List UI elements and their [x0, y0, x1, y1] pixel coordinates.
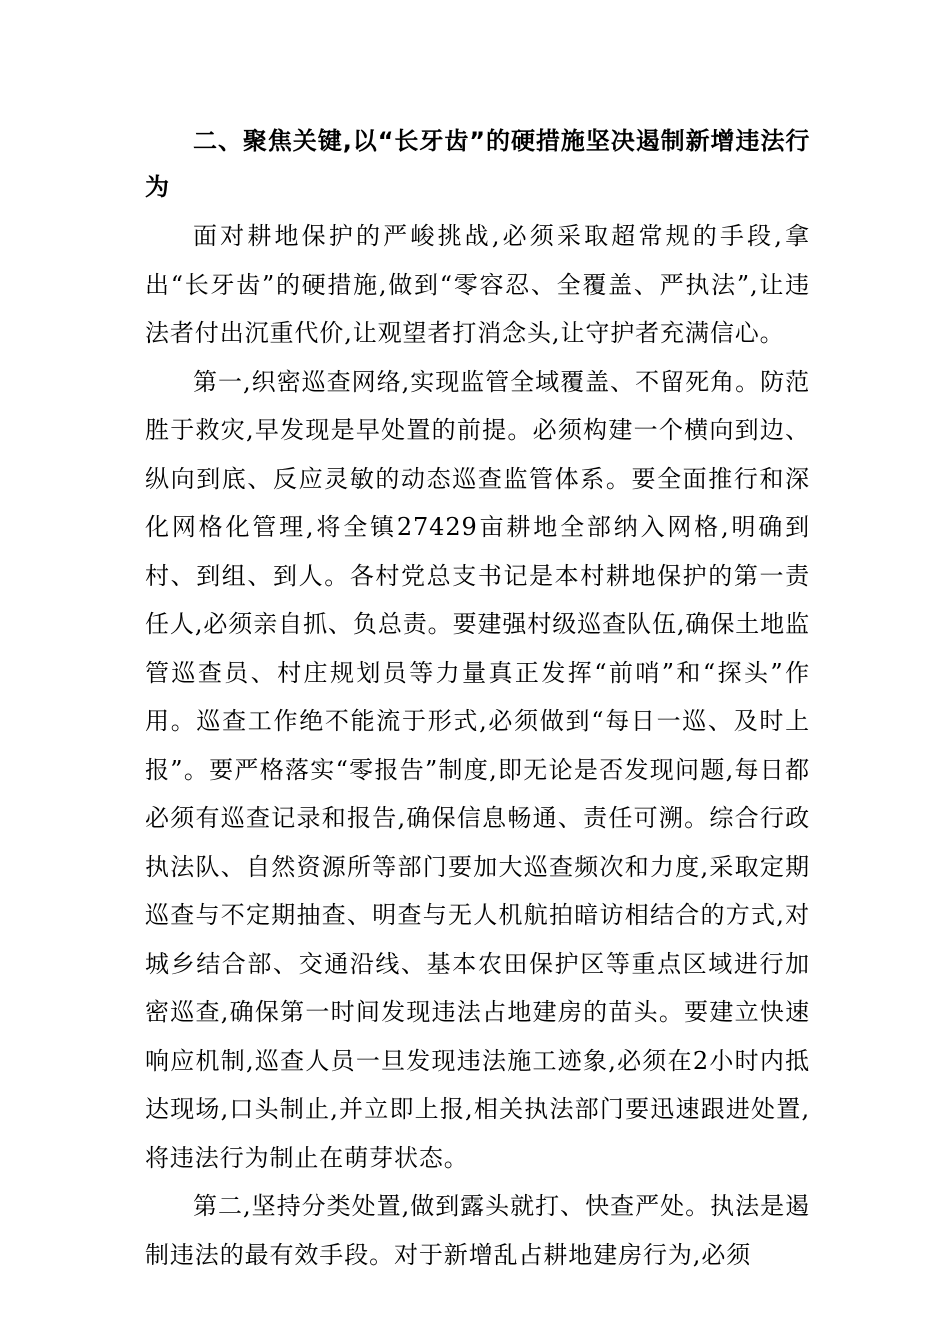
paragraph-second-point: 第二,坚持分类处置,做到露头就打、快查严处。执法是遏制违法的最有效手段。对于新增乱占耕地建房行为,必须: [145, 1192, 810, 1269]
document-page: [145, 118, 810, 1279]
section-heading: 二、聚焦关键,以“长牙齿”的硬措施坚决遏制新增违法行为: [145, 127, 810, 201]
paragraph-first-point: 第一,织密巡查网络,实现监管全域覆盖、不留死角。防范胜于救灾,早发现是早处置的前提。必须构建一个横向到边、纵向到底、反应灵敏的动态巡查监管体系。要全面推行和深化网格化管理,将全镇27429亩耕地全部纳入网格,明确到村、到组、到人。各村党总支书记是本村耕地保护的第一责任人,必须亲自抓、负总责。要建强村级巡查队伍,确保土地监管巡查员、村庄规划员等力量真正发挥“前哨”和“探头”作用。巡查工作绝不能流于形式,必须做到“每日一巡、及时上报”。要严格落实“零报告”制度,即无论是否发现问题,每日都必须有巡查记录和报告,确保信息畅通、责任可溯。综合行政执法队、自然资源所等部门要加大巡查频次和力度,采取定期巡查与不定期抽查、明查与无人机航拍暗访相结合的方式,对城乡结合部、交通沿线、基本农田保护区等重点区域进行加密巡查,确保第一时间发现违法占地建房的苗头。要建立快速响应机制,巡查人员一旦发现违法施工迹象,必须在2小时内抵达现场,口头制止,并立即上报,相关执法部门要迅速跟进处置,将违法行为制止在萌芽状态。: [145, 367, 810, 1172]
paragraph-intro: 面对耕地保护的严峻挑战,必须采取超常规的手段,拿出“长牙齿”的硬措施,做到“零容忍、全覆盖、严执法”,让违法者付出沉重代价,让观望者打消念头,让守护者充满信心。: [145, 222, 810, 347]
